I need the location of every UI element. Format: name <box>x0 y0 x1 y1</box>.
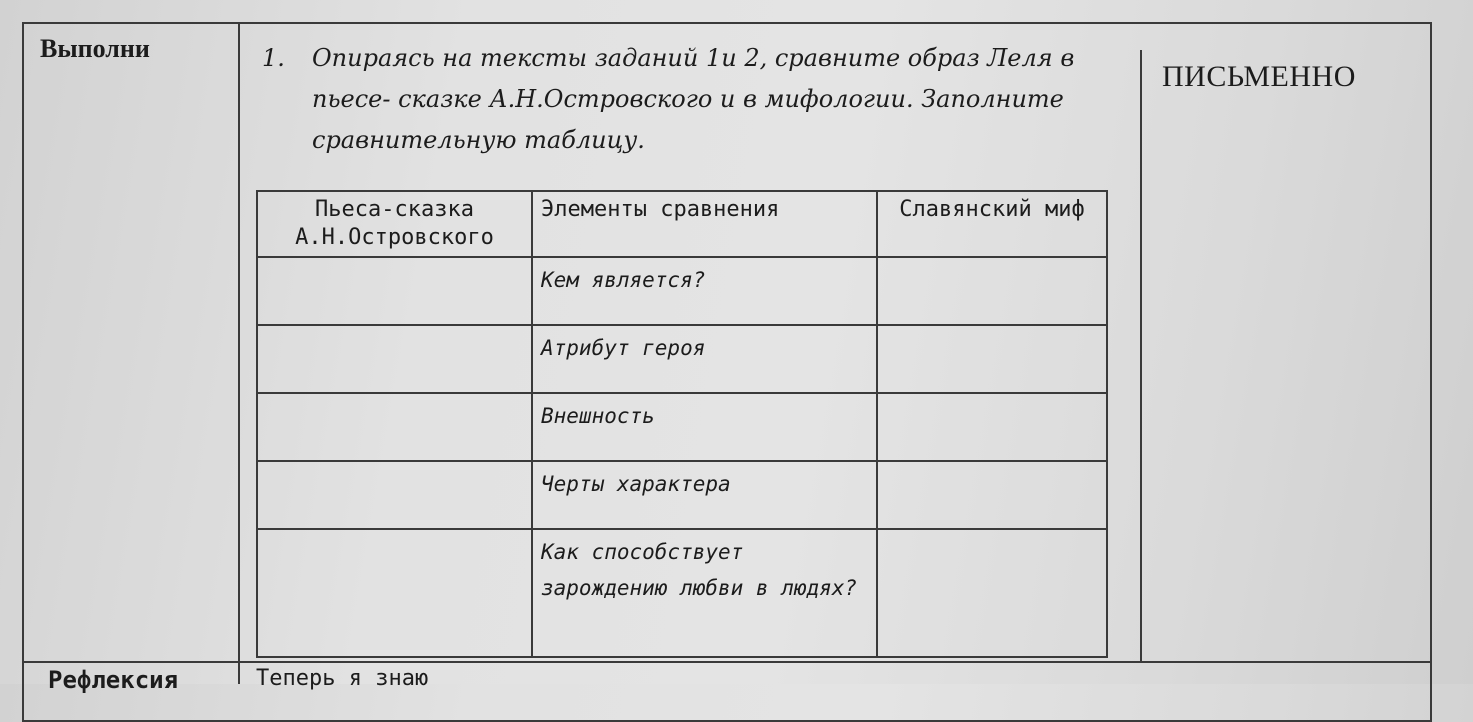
reflection-text: Теперь я знаю <box>256 666 429 691</box>
mode-label: ПИСЬМЕННО <box>1162 60 1356 93</box>
play-cell[interactable] <box>257 257 532 325</box>
myth-cell[interactable] <box>877 257 1107 325</box>
header-myth: Славянский миф <box>877 191 1107 257</box>
myth-cell[interactable] <box>877 461 1107 529</box>
table-row <box>257 529 1107 657</box>
reflection-label: Рефлексия <box>48 666 179 694</box>
header-play: Пьеса-сказка А.Н.Островского <box>257 191 532 257</box>
header-elements: Элементы сравнения <box>532 191 877 257</box>
action-label: Выполни <box>40 34 150 63</box>
myth-cell[interactable] <box>877 325 1107 393</box>
element-cell: Как способствует зарождению любви в людях? <box>532 529 877 657</box>
column-divider-right <box>1140 50 1142 662</box>
table-row <box>257 257 1107 325</box>
table-row <box>257 461 1107 529</box>
table-header-row <box>257 191 1107 257</box>
play-cell[interactable] <box>257 461 532 529</box>
element-cell: Черты характера <box>532 461 877 529</box>
task-number: 1. <box>262 44 285 72</box>
play-cell[interactable] <box>257 393 532 461</box>
row-divider-bottom <box>22 661 1432 663</box>
play-cell[interactable] <box>257 325 532 393</box>
myth-cell[interactable] <box>877 529 1107 657</box>
element-cell: Атрибут героя <box>532 325 877 393</box>
element-cell: Внешность <box>532 393 877 461</box>
element-cell: Кем является? <box>532 257 877 325</box>
table-row <box>257 393 1107 461</box>
column-divider-left <box>238 22 240 684</box>
comparison-table <box>256 190 1108 658</box>
task-text: Опираясь на тексты заданий 1и 2, сравните образ Леля в пьесе- сказке А.Н.Островского и в мифологии. Заполните сравнительную таблицу. <box>312 44 1075 154</box>
table-row <box>257 325 1107 393</box>
play-cell[interactable] <box>257 529 532 657</box>
myth-cell[interactable] <box>877 393 1107 461</box>
